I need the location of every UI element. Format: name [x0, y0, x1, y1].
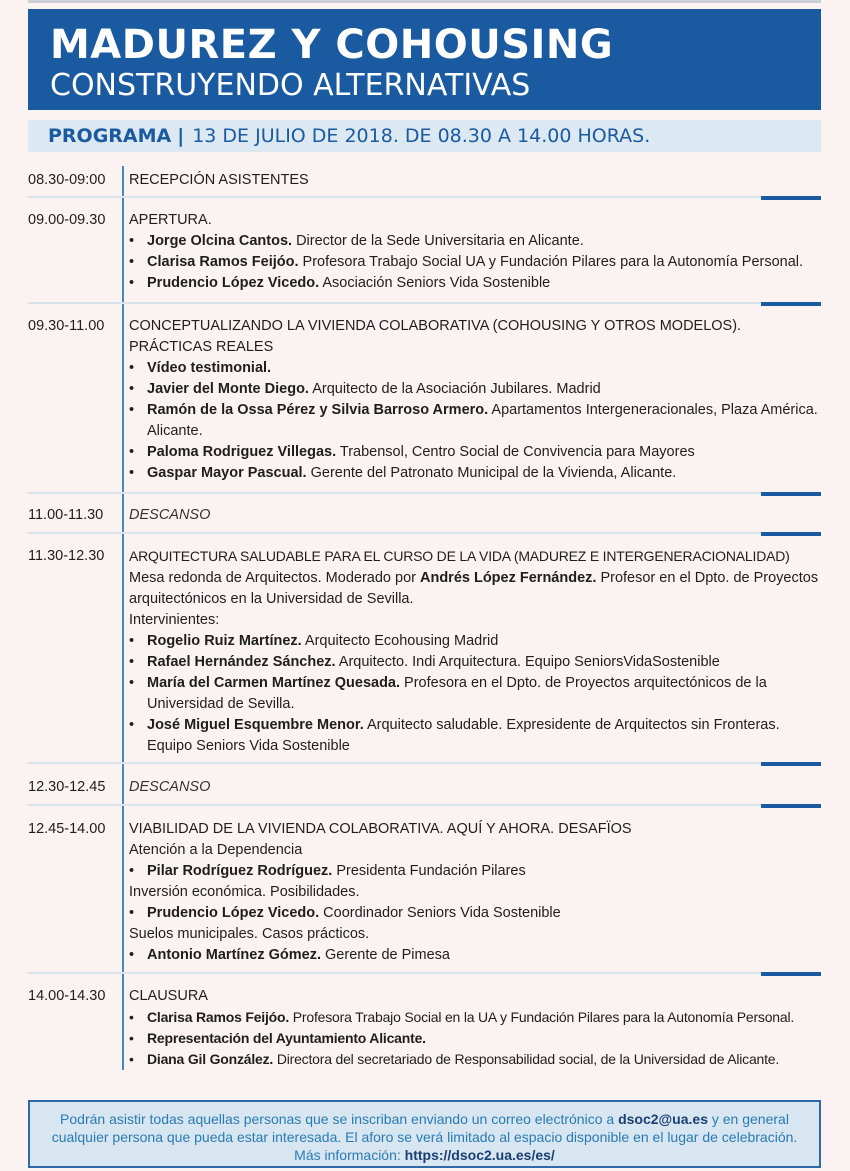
- intro-text-post: Profesor en el Dpto. de Proyectos arquitectónicos en la Universidad de Sevilla.: [129, 570, 819, 607]
- speaker-list: [129, 631, 822, 757]
- divider: [28, 804, 821, 808]
- session-time: 11.00-11.30: [28, 507, 104, 523]
- speaker-desc: Apartamentos Intergeneracionales, Plaza América. Alicante.: [147, 402, 818, 439]
- speaker-desc: Coordinador Seniors Vida Sostenible: [319, 905, 561, 921]
- list-item: [129, 463, 822, 484]
- speaker-name: Representación del Ayuntamiento Alicante.: [147, 1030, 426, 1046]
- intervinientes-label: Intervinientes:: [129, 612, 220, 628]
- footer-line-2: cualquier persona que pueda estar interesada. El aforo se verá limitado al espacio disponible en el lugar de celebración.: [51, 1129, 798, 1145]
- moderator-name: Andrés López Fernández.: [419, 570, 597, 586]
- session-title: DESCANSO: [129, 779, 211, 795]
- list-item: [129, 861, 822, 882]
- speaker-name: Jorge Olcina Cantos.: [147, 233, 293, 249]
- speaker-list: [129, 861, 822, 882]
- speaker-list: [129, 358, 822, 484]
- session-title: DESCANSO: [129, 507, 211, 523]
- info-url-link[interactable]: https://dsoc2.ua.es/es/: [404, 1147, 555, 1163]
- speaker-name: Clarisa Ramos Feijóo.: [147, 1009, 290, 1025]
- speaker-desc: Gerente de Pimesa: [321, 947, 450, 963]
- speaker-name: Rogelio Ruiz Martínez.: [147, 633, 302, 649]
- list-item: [129, 715, 822, 757]
- session-title: RECEPCIÓN ASISTENTES: [129, 172, 309, 188]
- speaker-name: Rafael Hernández Sánchez.: [147, 654, 336, 670]
- session-time: 08.30-09:00: [28, 172, 106, 188]
- speaker-list: [129, 1007, 829, 1070]
- divider: [28, 532, 821, 536]
- speaker-name: José Miguel Esquembre Menor.: [147, 717, 364, 733]
- speaker-desc: Trabensol, Centro Social de Convivencia para Mayores: [336, 444, 695, 460]
- list-item: [129, 358, 822, 379]
- top-rule: [28, 0, 821, 3]
- list-item: [129, 652, 822, 673]
- footer-line-1: [30, 1110, 819, 1128]
- speaker-desc: Arquitecto de la Asociación Jubilares. Madrid: [308, 381, 601, 397]
- speaker-desc: Arquitecto Ecohousing Madrid: [301, 633, 499, 649]
- intro-text: Mesa redonda de Arquitectos. Moderado por: [129, 570, 420, 586]
- speaker-name: Javier del Monte Diego.: [147, 381, 309, 397]
- speaker-desc: Arquitecto. Indi Arquitectura. Equipo SeniorsVidaSostenible: [335, 654, 720, 670]
- subtopic: Suelos municipales. Casos prácticos.: [129, 926, 370, 942]
- list-item: [129, 673, 822, 715]
- list-item: [129, 252, 822, 273]
- speaker-list: [129, 231, 822, 294]
- session-title: ARQUITECTURA SALUDABLE PARA EL CURSO DE LA VIDA (MADUREZ E INTERGENERACIONALIDAD): [129, 548, 790, 564]
- session-time: 14.00-14.30: [28, 988, 106, 1004]
- speaker-name: Gaspar Mayor Pascual.: [147, 465, 307, 481]
- session-time: 12.45-14.00: [28, 821, 106, 837]
- session-content: [129, 546, 829, 757]
- speaker-desc: Profesora Trabajo Social UA y Fundación Pilares para la Autonomía Personal.: [298, 254, 804, 270]
- speaker-name: Pilar Rodríguez Rodríguez.: [147, 863, 333, 879]
- footer-text: y en general: [707, 1111, 789, 1127]
- speaker-desc: Profesora en el Dpto. de Proyectos arquitectónicos de la Universidad de Sevilla.: [147, 675, 767, 712]
- speaker-desc: Gerente del Patronato Municipal de la Vivienda, Alicante.: [306, 465, 677, 481]
- speaker-desc: Director de la Sede Universitaria en Alicante.: [292, 233, 584, 249]
- speaker-desc: Asociación Seniors Vida Sostenible: [319, 275, 551, 291]
- contact-email-link[interactable]: dsoc2@ua.es: [618, 1111, 708, 1127]
- program-date: 13 DE JULIO DE 2018. DE 08.30 A 14.00 HORAS.: [192, 125, 651, 147]
- session-title: CLAUSURA: [129, 988, 208, 1004]
- session-content: [129, 170, 822, 191]
- speaker-list: [129, 945, 822, 966]
- list-item: [129, 945, 822, 966]
- page-subtitle: CONSTRUYENDO ALTERNATIVAS: [50, 68, 531, 103]
- list-item: [129, 231, 822, 252]
- divider: [28, 196, 821, 200]
- speaker-name: Clarisa Ramos Feijóo.: [147, 254, 299, 270]
- session-title: VIABILIDAD DE LA VIVIENDA COLABORATIVA. AQUÍ Y AHORA. DESAFÏOS: [129, 821, 632, 837]
- header-banner: [28, 9, 821, 110]
- speaker-name: Vídeo testimonial.: [147, 360, 272, 376]
- speaker-name: Ramón de la Ossa Pérez y Silvia Barroso Armero.: [147, 402, 489, 418]
- session-content: [129, 777, 822, 798]
- speaker-list: [129, 903, 822, 924]
- speaker-name: Prudencio López Vicedo.: [147, 275, 320, 291]
- list-item: [129, 400, 822, 442]
- speaker-name: Paloma Rodriguez Villegas.: [147, 444, 337, 460]
- subtopic: Inversión económica. Posibilidades.: [129, 884, 360, 900]
- program-separator: |: [177, 125, 185, 147]
- speaker-name: María del Carmen Martínez Quesada.: [147, 675, 401, 691]
- list-item: [129, 1007, 829, 1028]
- session-content: [129, 819, 822, 966]
- session-title: CONCEPTUALIZANDO LA VIVIENDA COLABORATIVA (COHOUSING Y OTROS MODELOS). PRÁCTICAS REALES: [129, 318, 742, 355]
- list-item: [129, 631, 822, 652]
- session-content: [129, 986, 829, 1070]
- program-label: PROGRAMA: [48, 125, 172, 147]
- session-time: 09.30-11.00: [28, 318, 105, 334]
- divider: [28, 492, 821, 496]
- session-intro: [129, 568, 822, 610]
- divider: [28, 302, 821, 306]
- list-item: [129, 273, 822, 294]
- session-title: APERTURA.: [129, 212, 212, 228]
- footer-info-box: [28, 1100, 821, 1168]
- list-item: [129, 442, 822, 463]
- speaker-name: Diana Gil González.: [147, 1051, 274, 1067]
- subtopic: Atención a la Dependencia: [129, 842, 303, 858]
- session-content: [129, 316, 822, 484]
- speaker-desc: Directora del secretariado de Responsabilidad social, de la Universidad de Alicante.: [273, 1051, 780, 1067]
- program-bar: [28, 120, 821, 152]
- footer-text: Podrán asistir todas aquellas personas que se inscriban enviando un correo electrónico a: [60, 1111, 619, 1127]
- divider: [28, 972, 821, 976]
- speaker-desc: Presidenta Fundación Pilares: [332, 863, 526, 879]
- list-item: [129, 1028, 829, 1049]
- session-content: [129, 505, 822, 526]
- speaker-name: Prudencio López Vicedo.: [147, 905, 320, 921]
- speaker-desc: Arquitecto saludable. Expresidente de Arquitectos sin Fronteras. Equipo Seniors Vida Sostenible: [147, 717, 780, 754]
- list-item: [129, 903, 822, 924]
- speaker-desc: Profesora Trabajo Social en la UA y Fundación Pilares para la Autonomía Personal.: [289, 1009, 795, 1025]
- session-time: 12.30-12.45: [28, 779, 106, 795]
- speaker-name: Antonio Martínez Gómez.: [147, 947, 321, 963]
- footer-line-3: [30, 1146, 819, 1164]
- list-item: [129, 1049, 829, 1070]
- session-content: [129, 210, 822, 294]
- list-item: [129, 379, 822, 400]
- page-title: MADUREZ Y COHOUSING: [50, 22, 614, 68]
- session-time: 09.00-09.30: [28, 212, 106, 228]
- footer-text: Más información:: [294, 1147, 405, 1163]
- divider: [28, 762, 821, 766]
- session-time: 11.30-12.30: [28, 548, 105, 564]
